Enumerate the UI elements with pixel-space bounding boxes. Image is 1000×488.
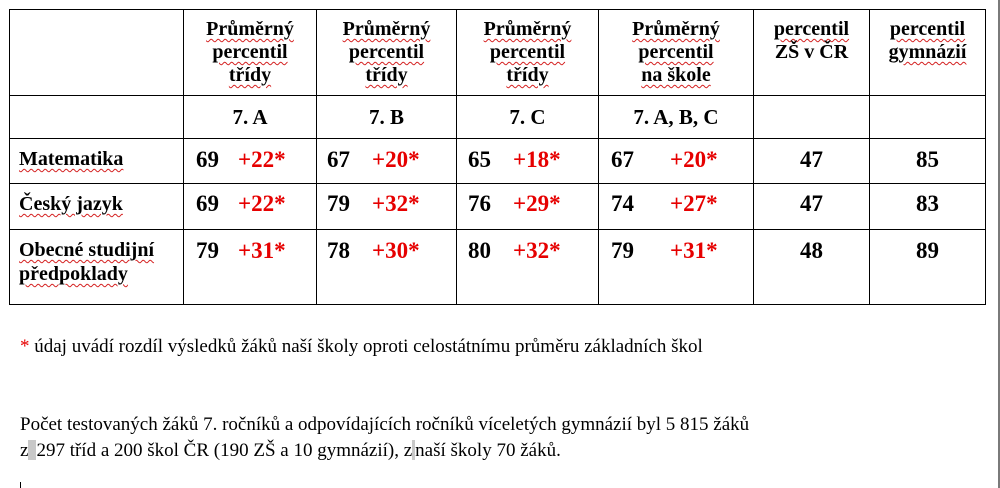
zs-percentile: 47: [754, 184, 870, 230]
header-empty-cell: [10, 10, 184, 96]
score-diff: +32*: [513, 238, 561, 263]
header-text: Průměrný: [342, 18, 431, 40]
subheader-empty-cell: [10, 96, 184, 139]
summary-text: 297 tříd a 200 škol ČR (190 ZŠ a 10 gymnázií), z: [36, 440, 413, 461]
score-value: 79: [327, 191, 350, 216]
score-value: 67: [611, 147, 634, 172]
score-cell: [317, 184, 457, 230]
subheader-7a: 7. A: [184, 96, 317, 139]
footnote-text: údaj uvádí rozdíl výsledků žáků naší školy oproti celostátnímu průměru základních škol: [29, 336, 703, 357]
score-diff: +20*: [372, 147, 420, 172]
score-cell: [184, 139, 317, 184]
row-label-text: Obecné studijní: [19, 239, 155, 261]
score-value: 79: [196, 238, 219, 263]
score-value: 76: [468, 191, 491, 216]
score-diff: +27*: [670, 191, 718, 216]
score-diff: +31*: [238, 238, 286, 263]
header-text: percentil: [773, 18, 850, 40]
row-label-text: Matematika: [19, 148, 124, 170]
table-row: [10, 139, 986, 184]
header-text: Průměrný: [206, 18, 294, 40]
score-cell: [599, 230, 754, 305]
header-text: třídy: [228, 64, 272, 86]
zs-percentile: 48: [754, 230, 870, 305]
score-diff: +32*: [372, 191, 420, 216]
row-label: [10, 139, 184, 184]
header-class-c: [457, 10, 599, 96]
score-diff: +30*: [372, 238, 420, 263]
table-row: [10, 184, 986, 230]
header-text: Průměrný: [483, 18, 572, 40]
header-class-b: [317, 10, 457, 96]
footnote: [20, 336, 703, 358]
score-value: 69: [196, 191, 219, 216]
header-text: na škole: [641, 64, 711, 86]
subheader-7b: 7. B: [317, 96, 457, 139]
header-zs: [754, 10, 870, 96]
row-label-text: předpoklady: [19, 263, 128, 285]
text-caret: [20, 482, 21, 488]
row-label-text: Český jazyk: [19, 193, 123, 215]
row-label: [10, 230, 184, 305]
header-school: [599, 10, 754, 96]
score-cell: [599, 139, 754, 184]
score-cell: [457, 184, 599, 230]
score-cell: [317, 139, 457, 184]
score-diff: +20*: [670, 147, 718, 172]
header-text: percentil: [889, 18, 966, 40]
score-value: 69: [196, 147, 219, 172]
score-cell: [184, 184, 317, 230]
summary-paragraph: [20, 412, 749, 464]
summary-line: [20, 438, 749, 464]
header-text: percentil: [212, 41, 288, 63]
gym-percentile: 89: [870, 230, 986, 305]
header-class-a: [184, 10, 317, 96]
score-diff: +22*: [238, 191, 286, 216]
score-cell: [457, 230, 599, 305]
score-value: 74: [611, 191, 634, 216]
header-text: percentil: [638, 41, 714, 63]
score-diff: +31*: [670, 238, 718, 263]
header-text: gymnázií: [888, 41, 967, 63]
score-cell: [317, 230, 457, 305]
score-diff: +29*: [513, 191, 561, 216]
subheader-all: 7. A, B, C: [599, 96, 754, 139]
score-value: 65: [468, 147, 491, 172]
row-label: [10, 184, 184, 230]
header-text: ZŠ v ČR: [774, 41, 849, 63]
header-row: [10, 10, 986, 96]
score-value: 78: [327, 238, 350, 263]
results-table: [9, 9, 986, 305]
score-value: 67: [327, 147, 350, 172]
score-diff: +22*: [238, 147, 286, 172]
header-text: Průměrný: [632, 18, 720, 40]
score-diff: +18*: [513, 147, 561, 172]
summary-text: z: [20, 440, 29, 461]
subheader-row: [10, 96, 986, 139]
gym-percentile: 83: [870, 184, 986, 230]
summary-text: naší školy 70 žáků.: [415, 440, 561, 461]
score-value: 79: [611, 238, 634, 263]
table-row: [10, 230, 986, 305]
header-text: třídy: [365, 64, 408, 86]
zs-percentile: 47: [754, 139, 870, 184]
subheader-empty-cell: [870, 96, 986, 139]
header-text: třídy: [506, 64, 549, 86]
summary-line: Počet testovaných žáků 7. ročníků a odpovídajících ročníků víceletých gymnázií byl 5 815 žáků: [20, 414, 750, 435]
score-cell: [599, 184, 754, 230]
footnote-star: *: [20, 336, 30, 357]
score-cell: [184, 230, 317, 305]
header-text: percentil: [348, 41, 425, 63]
gym-percentile: 85: [870, 139, 986, 184]
header-text: percentil: [489, 41, 566, 63]
header-gym: [870, 10, 986, 96]
score-cell: [457, 139, 599, 184]
subheader-empty-cell: [754, 96, 870, 139]
subheader-7c: 7. C: [457, 96, 599, 139]
score-value: 80: [468, 238, 491, 263]
